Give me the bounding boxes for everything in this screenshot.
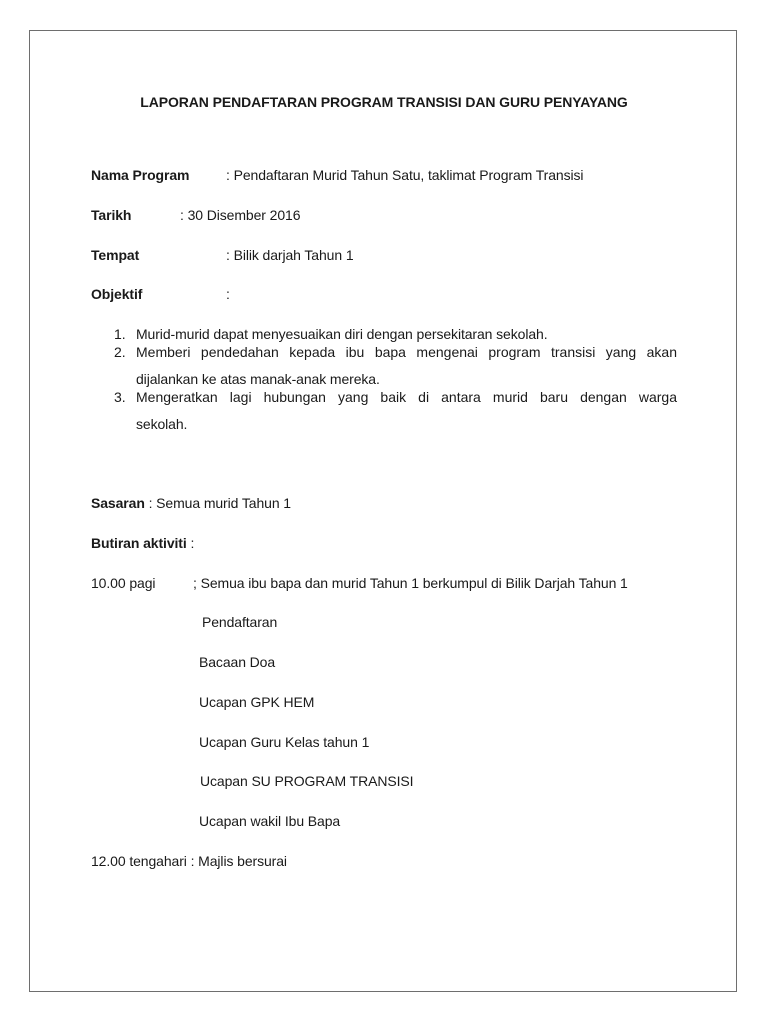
objective-line: dijalankan ke atas manak-anak mereka.	[136, 371, 380, 387]
tarikh-label: Tarikh	[91, 207, 132, 223]
objective-line: Mengeratkan lagi hubungan yang baik di antara murid baru dengan warga	[136, 389, 677, 405]
sasaran-line	[91, 495, 291, 511]
nama-program-value: : Pendaftaran Murid Tahun Satu, taklimat Program Transisi	[226, 167, 584, 183]
nama-program-label: Nama Program	[91, 167, 190, 183]
schedule-item: Ucapan GPK HEM	[199, 694, 315, 710]
objective-number: 2.	[114, 344, 126, 360]
schedule-item: Ucapan wakil Ibu Bapa	[199, 813, 341, 829]
schedule-start-time: 10.00 pagi	[91, 575, 156, 591]
schedule-item: Ucapan Guru Kelas tahun 1	[199, 734, 370, 750]
objective-number: 3.	[114, 389, 126, 405]
butiran-label: Butiran aktiviti	[91, 535, 187, 551]
sasaran-value: : Semua murid Tahun 1	[144, 495, 291, 511]
schedule-item: Pendaftaran	[202, 614, 278, 630]
objective-number: 1.	[114, 326, 126, 342]
objective-line: Murid-murid dapat menyesuaikan diri dengan persekitaran sekolah.	[136, 326, 548, 342]
sasaran-label: Sasaran	[91, 495, 145, 511]
schedule-end: 12.00 tengahari : Majlis bersurai	[91, 853, 287, 869]
objektif-label: Objektif	[91, 286, 143, 302]
tempat-value: : Bilik darjah Tahun 1	[226, 247, 354, 263]
tempat-label: Tempat	[91, 247, 140, 263]
schedule-start-text: ; Semua ibu bapa dan murid Tahun 1 berkumpul di Bilik Darjah Tahun 1	[193, 575, 628, 591]
tarikh-value: : 30 Disember 2016	[180, 207, 301, 223]
butiran-line	[91, 535, 194, 551]
schedule-item: Ucapan SU PROGRAM TRANSISI	[200, 773, 414, 789]
objective-line: Memberi pendedahan kepada ibu bapa mengenai program transisi yang akan	[136, 344, 677, 360]
objektif-value: :	[226, 286, 230, 302]
schedule-item: Bacaan Doa	[199, 654, 276, 670]
objective-line: sekolah.	[136, 416, 188, 432]
report-title: LAPORAN PENDAFTARAN PROGRAM TRANSISI DAN GURU PENYAYANG	[140, 94, 628, 110]
butiran-value: :	[186, 535, 195, 551]
